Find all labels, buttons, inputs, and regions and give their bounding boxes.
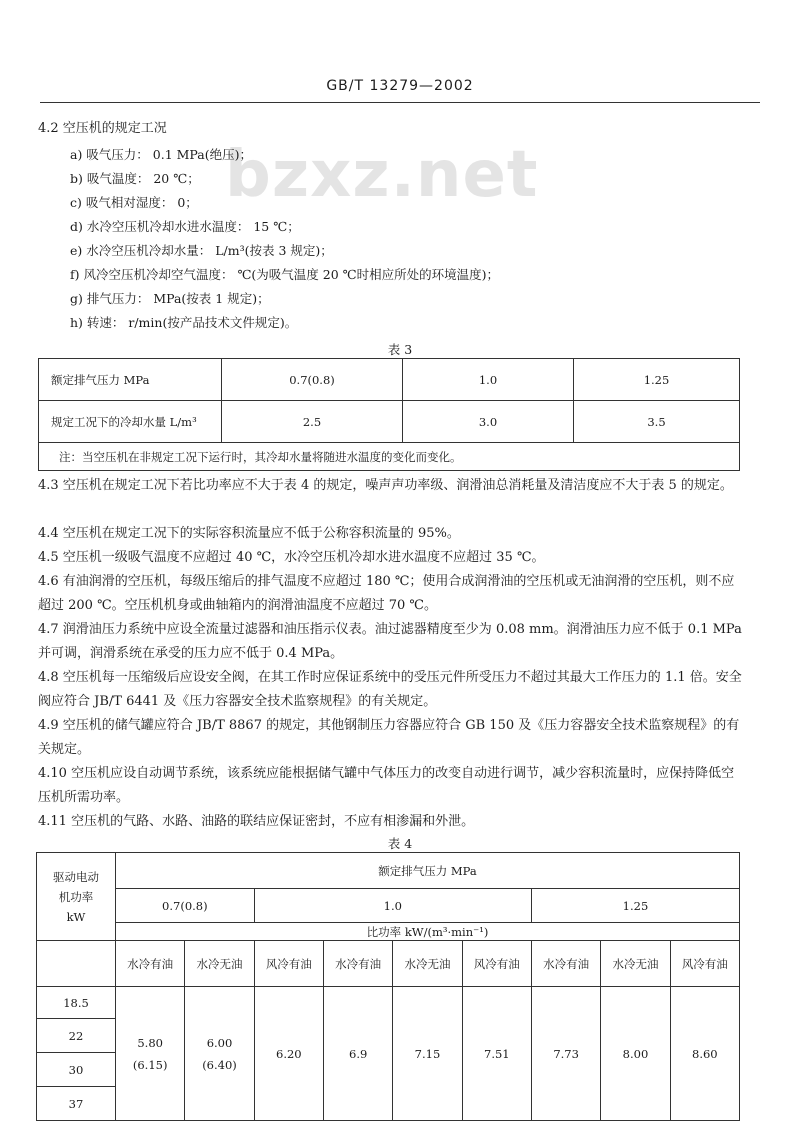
table-cell: 额定排气压力 MPa bbox=[39, 359, 222, 401]
column-subheader: 风冷有油 bbox=[462, 941, 531, 987]
condition-item: c) 吸气相对湿度： 0； bbox=[70, 195, 198, 210]
condition-item: d) 水冷空压机冷却水进水温度： 15 ℃； bbox=[70, 219, 300, 234]
value-cell: 7.73 bbox=[531, 987, 600, 1121]
table-cell: 1.25 bbox=[574, 359, 740, 401]
paragraph-4-9: 4.9 空压机的储气罐应符合 JB/T 8867 的规定，其他钢制压力容器应符合 GB 150 及《压力容器安全技术监察规程》的有关规定。 bbox=[38, 718, 740, 757]
paragraph-4-5: 4.5 空压机一级吸气温度不应超过 40 ℃，水冷空压机冷却水进水温度不应超过 35 ℃。 bbox=[38, 550, 545, 565]
pressure-header: 额定排气压力 MPa bbox=[116, 853, 740, 889]
value-cell: 7.15 bbox=[393, 987, 462, 1121]
motor-power-cell: 37 bbox=[37, 1087, 116, 1121]
blank-cell bbox=[37, 941, 116, 987]
column-subheader: 水冷无油 bbox=[185, 941, 254, 987]
value-cell: 6.00 (6.40) bbox=[185, 987, 254, 1121]
paragraph-4-3: 4.3 空压机在规定工况下若比功率应不大于表 4 的规定，噪声声功率级、润滑油总消耗量及清洁度应不大于表 5 的规定。 bbox=[38, 478, 733, 493]
motor-power-cell: 22 bbox=[37, 1019, 116, 1053]
table-cell: 规定工况下的冷却水量 L/m³ bbox=[39, 401, 222, 443]
value-cell: 6.9 bbox=[323, 987, 392, 1121]
value-cell: 6.20 bbox=[254, 987, 323, 1121]
header-line: 驱动电动 bbox=[53, 869, 99, 884]
pressure-value: 1.25 bbox=[531, 889, 739, 923]
table-cell: 2.5 bbox=[222, 401, 403, 443]
column-subheader: 风冷有油 bbox=[254, 941, 323, 987]
paragraph-4-6: 4.6 有油润滑的空压机，每级压缩后的排气温度不应超过 180 ℃；使用合成润滑油的空压机或无油润滑的空压机，则不应超过 200 ℃。空压机机身或曲轴箱内的润滑油温度不应超过 70 ℃。 bbox=[38, 574, 735, 613]
condition-item: h) 转速： r/min(按产品技术文件规定)。 bbox=[70, 315, 298, 330]
paragraph-4-4: 4.4 空压机在规定工况下的实际容积流量应不低于公称容积流量的 95%。 bbox=[38, 526, 460, 541]
table-cell: 1.0 bbox=[403, 359, 574, 401]
header-rule bbox=[40, 102, 760, 103]
table-cell: 3.0 bbox=[403, 401, 574, 443]
table-3 bbox=[38, 358, 740, 471]
header-line: kW bbox=[66, 909, 86, 924]
watermark: bzxz.net bbox=[225, 138, 539, 212]
paragraph-4-10: 4.10 空压机应设自动调节系统，该系统应能根据储气罐中气体压力的改变自动进行调节，减少容积流量时，应保持降低空压机所需功率。 bbox=[38, 766, 735, 805]
value-cell: 5.80 (6.15) bbox=[116, 987, 185, 1121]
value-cell: 7.51 bbox=[462, 987, 531, 1121]
table-cell: 3.5 bbox=[574, 401, 740, 443]
header-line: 机功率 bbox=[58, 889, 94, 904]
specific-power-header: 比功率 kW/(m³·min⁻¹) bbox=[116, 923, 740, 941]
table-3-note: 注：当空压机在非规定工况下运行时，其冷却水量将随进水温度的变化而变化。 bbox=[39, 443, 740, 471]
column-subheader: 水冷无油 bbox=[601, 941, 670, 987]
column-subheader: 风冷有油 bbox=[670, 941, 739, 987]
section-4-2-title: 4.2 空压机的规定工况 bbox=[38, 121, 167, 136]
column-subheader: 水冷有油 bbox=[531, 941, 600, 987]
paragraph-4-7: 4.7 润滑油压力系统中应设全流量过滤器和油压指示仪表。油过滤器精度至少为 0.08 mm。润滑油压力应不低于 0.1 MPa 并可调，润滑系统在承受的压力应不低于 0.4 MPa。 bbox=[38, 622, 742, 661]
table-4 bbox=[36, 852, 740, 1121]
value-cell: 8.60 bbox=[670, 987, 739, 1121]
motor-power-header bbox=[37, 853, 116, 941]
paragraph-4-8: 4.8 空压机每一压缩级后应设安全阀，在其工作时应保证系统中的受压元件所受压力不超过其最大工作压力的 1.1 倍。安全阀应符合 JB/T 6441 及《压力容器安全技术监察规程》的有关规定。 bbox=[38, 670, 742, 709]
standard-code-header: GB/T 13279—2002 bbox=[326, 78, 474, 94]
motor-power-cell: 18.5 bbox=[37, 987, 116, 1019]
paragraph-4-11: 4.11 空压机的气路、水路、油路的联结应保证密封，不应有相渗漏和外泄。 bbox=[38, 814, 475, 829]
column-subheader: 水冷有油 bbox=[323, 941, 392, 987]
table-cell: 0.7(0.8) bbox=[222, 359, 403, 401]
table-4-caption: 表 4 bbox=[387, 836, 413, 851]
table-3-caption: 表 3 bbox=[387, 342, 413, 357]
condition-item: e) 水冷空压机冷却水量： L/m³(按表 3 规定)； bbox=[70, 243, 333, 258]
motor-power-cell: 30 bbox=[37, 1053, 116, 1087]
condition-item: b) 吸气温度： 20 ℃； bbox=[70, 171, 200, 186]
condition-item: g) 排气压力： MPa(按表 1 规定)； bbox=[70, 291, 270, 306]
condition-item: a) 吸气压力： 0.1 MPa(绝压)； bbox=[70, 147, 252, 162]
pressure-value: 1.0 bbox=[254, 889, 531, 923]
column-subheader: 水冷有油 bbox=[116, 941, 185, 987]
value-cell: 8.00 bbox=[601, 987, 670, 1121]
pressure-value: 0.7(0.8) bbox=[116, 889, 255, 923]
column-subheader: 水冷无油 bbox=[393, 941, 462, 987]
condition-item: f) 风冷空压机冷却空气温度： ℃(为吸气温度 20 ℃时相应所处的环境温度)； bbox=[70, 267, 500, 282]
